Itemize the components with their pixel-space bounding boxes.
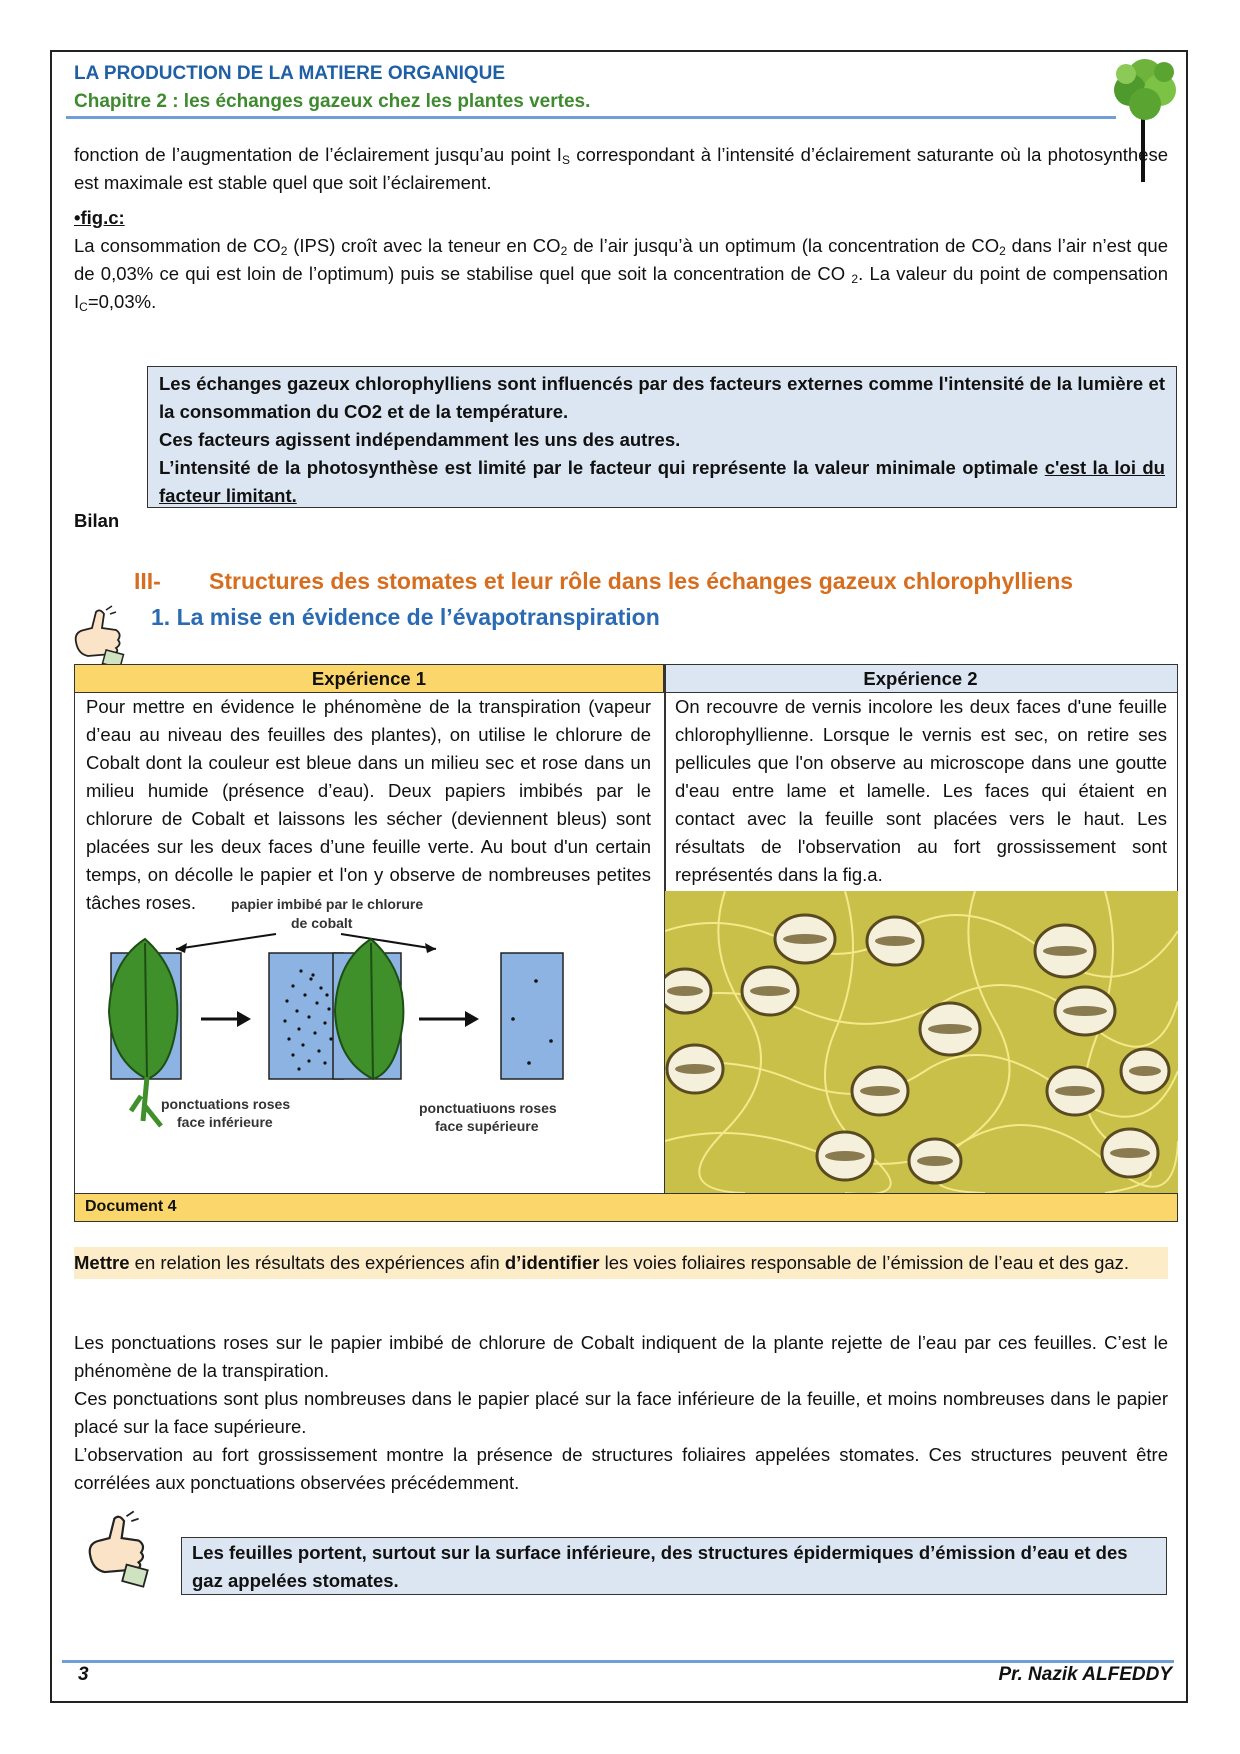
section-title: Structures des stomates et leur rôle dans les échanges gazeux chlorophylliens (209, 568, 1074, 594)
experience-2-header: Expérience 2 (664, 665, 1177, 693)
experience-1-header: Expérience 1 (75, 665, 664, 693)
fig-label-left-2: face inférieure (177, 1114, 273, 1130)
bilan-label: Bilan (74, 510, 120, 531)
conclusion-box: Les feuilles portent, surtout sur la surface inférieure, des structures épidermiques d’émission d’eau et des gaz appelées stomates. (181, 1537, 1167, 1595)
experience-1-text: Pour mettre en évidence le phénomène de la transpiration (vapeur d’eau au niveau des feuilles des plantes), on utilise le chlorure de Cobalt dont la couleur est bleue dans un milieu sec et rose dans un milieu humide (présence d’eau). Deux papiers imbibés par le chlorure de Cobalt et laissons les sécher (deviennent bleus) sont placées sur les deux faces d’une feuille verte. Au bout d'un certain temps, on décolle le papier et l'on y observe de nombreuses petites tâches roses. (86, 696, 651, 913)
cobalt-chloride-figure (81, 891, 641, 1191)
footer-divider (62, 1660, 1174, 1663)
document-4-table (74, 664, 1178, 1222)
experience-2-text: On recouvre de vernis incolore les deux faces d'une feuille chlorophyllienne. Lorsque le vernis est sec, on retire ses pellicules que l'on observe au microscope dans une goutte d'eau entre lame et lamelle. Les faces qui étaient en contact avec la feuille sont placées vers le haut. Les résultats de l'observation au fort grossissement sont représentés dans la fig.a. (675, 696, 1167, 885)
answer-p1: Les ponctuations roses sur le papier imbibé de chlorure de Cobalt indiquent de la plante rejette de l’eau par ces feuilles. C’est le phénomène de la transpiration. (74, 1332, 1168, 1381)
fig-label-right-2: face supérieure (435, 1118, 539, 1134)
answer-p2: Ces ponctuations sont plus nombreuses dans le papier placé sur la face inférieure de la feuille, et moins nombreuses dans le papier placé sur la face supérieure. (74, 1388, 1168, 1437)
answer-paragraphs (74, 1329, 1168, 1497)
answer-p3: L’observation au fort grossissement montre la présence de structures foliaires appelées stomates. Ces structures peuvent être corrélées aux ponctuations observées précédemment. (74, 1444, 1168, 1493)
intro-paragraph: fonction de l’augmentation de l’éclairement jusqu’au point $I_S$ correspondant à l’intensité d’éclairement saturante où la photosynthèse est maximale est stable quel que soit l’éclairement. (74, 144, 1169, 193)
fig-label-top-1: papier imbibé par le chlorure (231, 896, 424, 912)
section-number: III- (134, 568, 161, 594)
header-divider (66, 116, 1116, 119)
header-chapter: Chapitre 2 : les échanges gazeux chez les plantes vertes. (74, 91, 591, 112)
task-instruction: Mettre en relation les résultats des expériences afin d’identifier les voies foliaires responsable de l’émission de l’eau et des gaz. (74, 1247, 1168, 1279)
fig-c-paragraph: •fig.c: La consommation de $CO_2$ (IPS) croît avec la teneur en $CO_2$ de l’air jusqu’à un optimum (la concentration de $CO_2$ dans l’air n’est que de 0,03% ce qui est loin de l’optimum) puis se stabilise quel que soit la concentration de CO $_2$. La valeur du point de compensation $I_C=0,03\%$. (74, 207, 1168, 314)
fig-c-label: •fig.c: (74, 207, 125, 228)
author-name: Pr. Nazik ALFEDDY (998, 1664, 1172, 1685)
stomata-micrograph (665, 891, 1178, 1193)
summary-box: Les échanges gazeux chlorophylliens sont influencés par des facteurs externes comme l'intensité de la lumière et la consommation du CO2 et de la température. Ces facteurs agissent indépendamment les uns des autres. L’intensité de la photosynthèse est limité par le facteur qui représente la valeur minimale optimale c'est la loi du facteur limitant. (147, 366, 1177, 508)
fig-label-top-2: de cobalt (291, 915, 353, 931)
fig-label-left-1: ponctuations roses (161, 1096, 291, 1112)
thumbs-up-icon-2 (78, 1508, 158, 1590)
document-footer: Document 4 (75, 1193, 1177, 1221)
fig-label-right-1: ponctuatiuons roses (419, 1100, 557, 1116)
subsection-title: 1. La mise en évidence de l’évapotranspiration (151, 604, 660, 630)
page-number: 3 (78, 1664, 89, 1685)
header-title: LA PRODUCTION DE LA MATIERE ORGANIQUE (74, 63, 506, 84)
thumbs-up-icon (66, 604, 132, 670)
